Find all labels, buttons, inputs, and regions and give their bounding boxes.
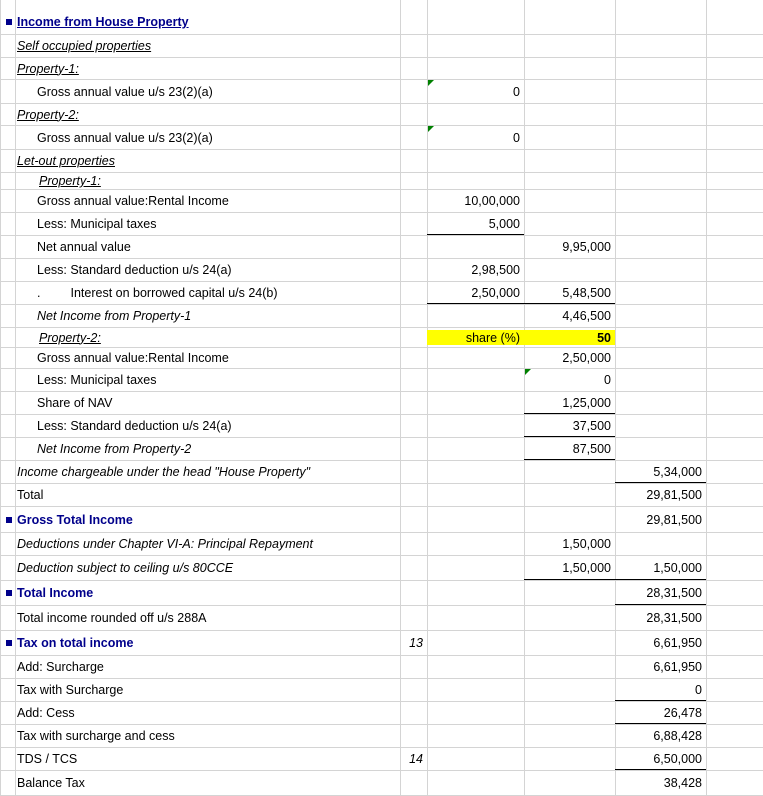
- value-cell-c1[interactable]: [400, 190, 427, 212]
- value-cell-c2[interactable]: [427, 282, 524, 304]
- cell-value: 29,81,500: [646, 512, 702, 527]
- table-row: [0, 606, 763, 631]
- row-label: Net Income from Property-2: [37, 442, 192, 456]
- value-cell-c4[interactable]: [615, 748, 706, 770]
- value-cell-c2[interactable]: [427, 305, 524, 327]
- row-label: Total income rounded off u/s 288A: [17, 611, 207, 625]
- value-cell-c2[interactable]: [427, 507, 524, 532]
- value-cell-c3[interactable]: [524, 392, 615, 414]
- value-cell-c4[interactable]: [615, 556, 706, 580]
- row-label: Less: Municipal taxes: [37, 217, 157, 231]
- cell-value: 38,428: [663, 776, 702, 790]
- value-cell-c1[interactable]: [400, 58, 427, 79]
- row-label-cell[interactable]: [15, 58, 400, 79]
- value-cell-c4[interactable]: [615, 104, 706, 125]
- value-cell-c1[interactable]: [400, 369, 427, 391]
- value-cell-c1[interactable]: [400, 305, 427, 327]
- value-cell-c2[interactable]: [427, 679, 524, 701]
- value-cell-c4[interactable]: [615, 461, 706, 483]
- table-row: [0, 771, 763, 796]
- value-cell-c3[interactable]: [524, 173, 615, 189]
- row-label-cell[interactable]: [15, 190, 400, 212]
- table-row: [0, 150, 763, 173]
- value-cell-c3[interactable]: [524, 305, 615, 327]
- value-cell-c4[interactable]: [615, 507, 706, 532]
- value-cell-c1[interactable]: [400, 348, 427, 368]
- value-cell-c4[interactable]: [615, 282, 706, 304]
- row-label: Tax with surcharge and cess: [17, 729, 175, 743]
- value-cell-c3[interactable]: [524, 748, 615, 770]
- table-row: [0, 631, 763, 656]
- row-label: Less: Standard deduction u/s 24(a): [37, 419, 232, 433]
- row-label: Total Income: [17, 586, 94, 600]
- row-label: Net Income from Property-1: [37, 309, 192, 323]
- value-cell-c3[interactable]: [524, 631, 615, 655]
- value-cell-c1[interactable]: [400, 392, 427, 414]
- cell-value: 0: [513, 130, 520, 145]
- value-cell-c3[interactable]: [524, 581, 615, 605]
- value-cell-c1[interactable]: [400, 104, 427, 125]
- value-cell-c4[interactable]: [615, 702, 706, 724]
- value-cell-c2[interactable]: [427, 213, 524, 235]
- row-label: Property-2:: [39, 330, 101, 345]
- row-label: Tax on total income: [17, 636, 134, 650]
- collapse-bullet-icon[interactable]: [6, 517, 12, 523]
- row-label: Gross Total Income: [17, 512, 133, 527]
- value-cell-c3[interactable]: [524, 438, 615, 460]
- dot-marker: .: [37, 286, 41, 300]
- table-row: [0, 213, 763, 236]
- table-row: [0, 679, 763, 702]
- value-cell-c2[interactable]: [427, 369, 524, 391]
- value-cell-c3[interactable]: [524, 771, 615, 795]
- collapse-bullet-icon[interactable]: [6, 590, 12, 596]
- value-cell-c2[interactable]: [427, 80, 524, 103]
- row-label: Gross annual value u/s 23(2)(a): [37, 130, 213, 145]
- table-row: [0, 348, 763, 369]
- cell-value: 1,50,000: [562, 560, 611, 575]
- value-cell-c1[interactable]: [400, 533, 427, 555]
- row-label-cell[interactable]: [15, 484, 400, 506]
- cell-value: 9,95,000: [562, 240, 611, 254]
- value-cell-c1[interactable]: [400, 725, 427, 747]
- row-label-cell[interactable]: [0, 507, 400, 532]
- row-label: Less: Municipal taxes: [37, 373, 157, 387]
- value-cell-c2[interactable]: [427, 748, 524, 770]
- cell-value: 5,000: [488, 216, 520, 231]
- value-cell-c4[interactable]: [615, 10, 706, 34]
- row-label: Deductions under Chapter VI-A: Principal Repayment: [17, 537, 313, 551]
- value-cell-c4[interactable]: [615, 328, 706, 347]
- value-cell-c3[interactable]: [524, 80, 615, 103]
- cell-value: 26,478: [663, 705, 702, 720]
- value-cell-c1[interactable]: [400, 236, 427, 258]
- value-cell-c4[interactable]: [615, 236, 706, 258]
- value-cell-c3[interactable]: [524, 58, 615, 79]
- value-cell-c1[interactable]: [400, 213, 427, 235]
- table-row: [0, 35, 763, 58]
- value-cell-c3[interactable]: [524, 104, 615, 125]
- value-cell-c2[interactable]: [427, 581, 524, 605]
- row-label-cell[interactable]: [15, 348, 400, 368]
- cell-value: 2,98,500: [471, 263, 520, 277]
- row-label-cell[interactable]: [0, 631, 400, 655]
- table-row: [0, 259, 763, 282]
- value-cell-c4[interactable]: [615, 213, 706, 235]
- row-label: Property-1:: [39, 174, 101, 188]
- row-label: Total: [17, 488, 44, 502]
- table-row: [0, 533, 763, 556]
- value-cell-c2[interactable]: [427, 173, 524, 189]
- value-cell-c3[interactable]: [524, 556, 615, 580]
- value-cell-c1[interactable]: [400, 80, 427, 103]
- row-label: Add: Surcharge: [17, 660, 104, 674]
- value-cell-c3[interactable]: [524, 656, 615, 678]
- value-cell-c4[interactable]: [615, 484, 706, 506]
- row-label-cell[interactable]: [15, 392, 400, 414]
- value-cell-c2[interactable]: [427, 104, 524, 125]
- row-label: Income chargeable under the head "House Property": [17, 465, 311, 479]
- value-cell-c1[interactable]: [400, 461, 427, 483]
- value-cell-c4[interactable]: [615, 606, 706, 630]
- value-cell-c4[interactable]: [615, 533, 706, 555]
- table-row: [0, 392, 763, 415]
- cell-value: 2,50,000: [471, 285, 520, 300]
- value-cell-c1[interactable]: [400, 10, 427, 34]
- row-label-cell[interactable]: [15, 173, 400, 189]
- cell-value: 28,31,500: [646, 611, 702, 625]
- value-cell-c2[interactable]: [427, 236, 524, 258]
- value-cell-c4[interactable]: [615, 725, 706, 747]
- value-cell-c4[interactable]: [615, 58, 706, 79]
- table-row: [0, 507, 763, 533]
- table-row: [0, 702, 763, 725]
- row-label: Balance Tax: [17, 776, 85, 790]
- row-label-cell[interactable]: [15, 725, 400, 747]
- value-cell-c1[interactable]: [400, 606, 427, 630]
- cell-value: share (%): [465, 330, 520, 345]
- value-cell-c4[interactable]: [615, 771, 706, 795]
- row-label: Add: Cess: [17, 706, 75, 720]
- cell-value: 28,31,500: [646, 585, 702, 600]
- row-label-cell[interactable]: [15, 282, 400, 304]
- row-label-cell[interactable]: [15, 150, 400, 172]
- row-label-cell[interactable]: [15, 438, 400, 460]
- value-cell-c2[interactable]: [427, 533, 524, 555]
- row-label-cell[interactable]: [0, 10, 400, 34]
- value-cell-c1[interactable]: [400, 581, 427, 605]
- value-cell-c4[interactable]: [615, 305, 706, 327]
- value-cell-c4[interactable]: [615, 126, 706, 149]
- row-label: Gross annual value:Rental Income: [37, 351, 229, 365]
- comment-indicator-icon[interactable]: [428, 80, 434, 86]
- value-cell-c3[interactable]: [524, 484, 615, 506]
- value-cell-c1[interactable]: [400, 415, 427, 437]
- row-label: Property-2:: [17, 107, 79, 122]
- value-cell-c2[interactable]: [427, 58, 524, 79]
- value-cell-c2[interactable]: [427, 556, 524, 580]
- table-row: [0, 80, 763, 104]
- table-row: [0, 305, 763, 328]
- value-cell-c2[interactable]: [427, 415, 524, 437]
- value-cell-c3[interactable]: [524, 415, 615, 437]
- value-cell-c4[interactable]: [615, 259, 706, 281]
- value-cell-c1[interactable]: [400, 656, 427, 678]
- row-label-cell[interactable]: [15, 656, 400, 678]
- table-row: [0, 461, 763, 484]
- value-cell-c4[interactable]: [615, 438, 706, 460]
- cell-value: 1,25,000: [562, 395, 611, 410]
- row-label: Interest on borrowed capital u/s 24(b): [70, 286, 278, 300]
- cell-value: 1,50,000: [562, 537, 611, 551]
- table-row: [0, 725, 763, 748]
- row-label-cell[interactable]: [15, 80, 400, 103]
- cell-value: 6,50,000: [653, 751, 702, 766]
- value-cell-c3[interactable]: [524, 461, 615, 483]
- value-cell-c2[interactable]: [427, 392, 524, 414]
- table-row: [0, 126, 763, 150]
- row-label-cell[interactable]: [15, 259, 400, 281]
- value-cell-c1[interactable]: [400, 631, 427, 655]
- value-cell-c3[interactable]: [524, 533, 615, 555]
- value-cell-c1[interactable]: [400, 507, 427, 532]
- value-cell-c2[interactable]: [427, 35, 524, 57]
- table-row: [0, 415, 763, 438]
- row-label-cell[interactable]: [15, 679, 400, 701]
- cell-value: 10,00,000: [464, 194, 520, 208]
- row-label-cell[interactable]: [15, 328, 400, 347]
- collapse-bullet-icon[interactable]: [6, 19, 12, 25]
- row-label-cell[interactable]: [15, 415, 400, 437]
- value-cell-c1[interactable]: [400, 328, 427, 347]
- row-label: TDS / TCS: [17, 752, 78, 766]
- table-row: [0, 556, 763, 581]
- value-cell-c1[interactable]: [400, 556, 427, 580]
- row-label-cell[interactable]: [15, 748, 400, 770]
- row-label: Gross annual value u/s 23(2)(a): [37, 84, 213, 99]
- table-row: [0, 748, 763, 771]
- value-cell-c4[interactable]: [615, 631, 706, 655]
- cell-value: 37,500: [572, 418, 611, 433]
- value-cell-c4[interactable]: [615, 581, 706, 605]
- table-row: [0, 10, 763, 35]
- value-cell-c3[interactable]: [524, 348, 615, 368]
- value-cell-c2[interactable]: [427, 438, 524, 460]
- value-cell-c3[interactable]: [524, 213, 615, 235]
- value-cell-c2[interactable]: [427, 656, 524, 678]
- cell-value: 6,61,950: [653, 636, 702, 650]
- value-cell-c3[interactable]: [524, 679, 615, 701]
- value-cell-c3[interactable]: [524, 259, 615, 281]
- value-cell-c3[interactable]: [524, 35, 615, 57]
- value-cell-c4[interactable]: [615, 679, 706, 701]
- row-label-cell[interactable]: [0, 581, 400, 605]
- value-cell-c4[interactable]: [615, 348, 706, 368]
- value-cell-c1[interactable]: [400, 438, 427, 460]
- row-label-cell[interactable]: [15, 35, 400, 57]
- cell-value: 14: [409, 752, 423, 766]
- row-label-cell[interactable]: [15, 369, 400, 391]
- value-cell-c1[interactable]: [400, 173, 427, 189]
- cell-value: 4,46,500: [562, 309, 611, 323]
- value-cell-c2[interactable]: [427, 348, 524, 368]
- row-label: Self occupied properties: [17, 39, 152, 53]
- table-row: [0, 190, 763, 213]
- value-cell-c3[interactable]: [524, 126, 615, 149]
- cell-value: 2,50,000: [562, 351, 611, 365]
- row-label-cell[interactable]: [15, 236, 400, 258]
- row-label-cell[interactable]: [15, 104, 400, 125]
- value-cell-c4[interactable]: [615, 392, 706, 414]
- table-row: [0, 104, 763, 126]
- value-cell-c3[interactable]: [524, 10, 615, 34]
- table-row: [0, 369, 763, 392]
- value-cell-c3[interactable]: [524, 236, 615, 258]
- value-cell-c3[interactable]: [524, 606, 615, 630]
- row-label-cell[interactable]: [15, 461, 400, 483]
- value-cell-c1[interactable]: [400, 484, 427, 506]
- table-row: [0, 282, 763, 305]
- comment-indicator-icon[interactable]: [428, 126, 434, 132]
- row-label-cell[interactable]: [15, 702, 400, 724]
- value-cell-c4[interactable]: [615, 656, 706, 678]
- value-cell-c2[interactable]: [427, 484, 524, 506]
- row-label: Net annual value: [37, 240, 131, 254]
- value-cell-c3[interactable]: [524, 150, 615, 172]
- table-row: [0, 173, 763, 190]
- cell-value: 0: [513, 84, 520, 99]
- value-cell-c2[interactable]: [427, 461, 524, 483]
- value-cell-c1[interactable]: [400, 126, 427, 149]
- value-cell-c1[interactable]: [400, 35, 427, 57]
- value-cell-c2[interactable]: [427, 150, 524, 172]
- value-cell-c1[interactable]: [400, 259, 427, 281]
- cell-value: 13: [409, 636, 423, 650]
- row-label-cell[interactable]: [15, 606, 400, 630]
- value-cell-c2[interactable]: [427, 259, 524, 281]
- value-cell-c2[interactable]: [427, 702, 524, 724]
- cell-value: 29,81,500: [646, 488, 702, 502]
- value-cell-c1[interactable]: [400, 679, 427, 701]
- cell-value: 50: [597, 330, 611, 345]
- table-row: [0, 484, 763, 507]
- value-cell-c4[interactable]: [615, 415, 706, 437]
- value-cell-c2[interactable]: [427, 771, 524, 795]
- value-cell-c2[interactable]: [427, 725, 524, 747]
- value-cell-c1[interactable]: [400, 702, 427, 724]
- value-cell-c3[interactable]: [524, 282, 615, 304]
- row-label-cell[interactable]: [15, 556, 400, 580]
- cell-value: 0: [695, 682, 702, 697]
- table-row: [0, 236, 763, 259]
- value-cell-c2[interactable]: [427, 330, 524, 345]
- value-cell-c3[interactable]: [524, 725, 615, 747]
- value-cell-c2[interactable]: [427, 631, 524, 655]
- cell-value: 5,48,500: [562, 285, 611, 300]
- value-cell-c2[interactable]: [427, 190, 524, 212]
- value-cell-c1[interactable]: [400, 748, 427, 770]
- cell-value: 5,34,000: [653, 464, 702, 479]
- value-cell-c3[interactable]: [524, 507, 615, 532]
- table-row: [0, 328, 763, 348]
- value-cell-c4[interactable]: [615, 190, 706, 212]
- row-label: Let-out properties: [17, 154, 115, 168]
- row-label: Less: Standard deduction u/s 24(a): [37, 263, 232, 277]
- cell-value: 6,88,428: [653, 729, 702, 743]
- table-row: [0, 656, 763, 679]
- collapse-bullet-icon[interactable]: [6, 640, 12, 646]
- table-row: [0, 438, 763, 461]
- table-row: [0, 581, 763, 606]
- cell-value: 0: [604, 373, 611, 387]
- value-cell-c4[interactable]: [615, 80, 706, 103]
- row-label: Tax with Surcharge: [17, 683, 124, 697]
- row-label-cell[interactable]: [15, 213, 400, 235]
- value-cell-c1[interactable]: [400, 282, 427, 304]
- cell-value: 1,50,000: [653, 560, 702, 575]
- row-label: Property-1:: [17, 61, 79, 76]
- value-cell-c4[interactable]: [615, 150, 706, 172]
- row-label: Deduction subject to ceiling u/s 80CCE: [17, 561, 234, 575]
- value-cell-c2[interactable]: [427, 606, 524, 630]
- value-cell-c2[interactable]: [427, 126, 524, 149]
- table-row: [0, 58, 763, 80]
- value-cell-c3[interactable]: [524, 369, 615, 391]
- row-label: Income from House Property: [17, 15, 189, 29]
- value-cell-c1[interactable]: [400, 150, 427, 172]
- row-label-cell[interactable]: [15, 305, 400, 327]
- value-cell-c3[interactable]: [524, 702, 615, 724]
- value-cell-c2[interactable]: [427, 10, 524, 34]
- value-cell-c4[interactable]: [615, 173, 706, 189]
- value-cell-c1[interactable]: [400, 771, 427, 795]
- value-cell-c4[interactable]: [615, 369, 706, 391]
- cell-value: 6,61,950: [653, 660, 702, 674]
- value-cell-c3[interactable]: [524, 330, 615, 345]
- row-label: Gross annual value:Rental Income: [37, 194, 229, 208]
- row-label: Share of NAV: [37, 396, 113, 410]
- value-cell-c4[interactable]: [615, 35, 706, 57]
- comment-indicator-icon[interactable]: [525, 369, 531, 375]
- cell-value: 87,500: [572, 441, 611, 456]
- row-label-cell[interactable]: [15, 533, 400, 555]
- value-cell-c3[interactable]: [524, 190, 615, 212]
- row-label-cell[interactable]: [15, 771, 400, 795]
- row-label-cell[interactable]: [15, 126, 400, 149]
